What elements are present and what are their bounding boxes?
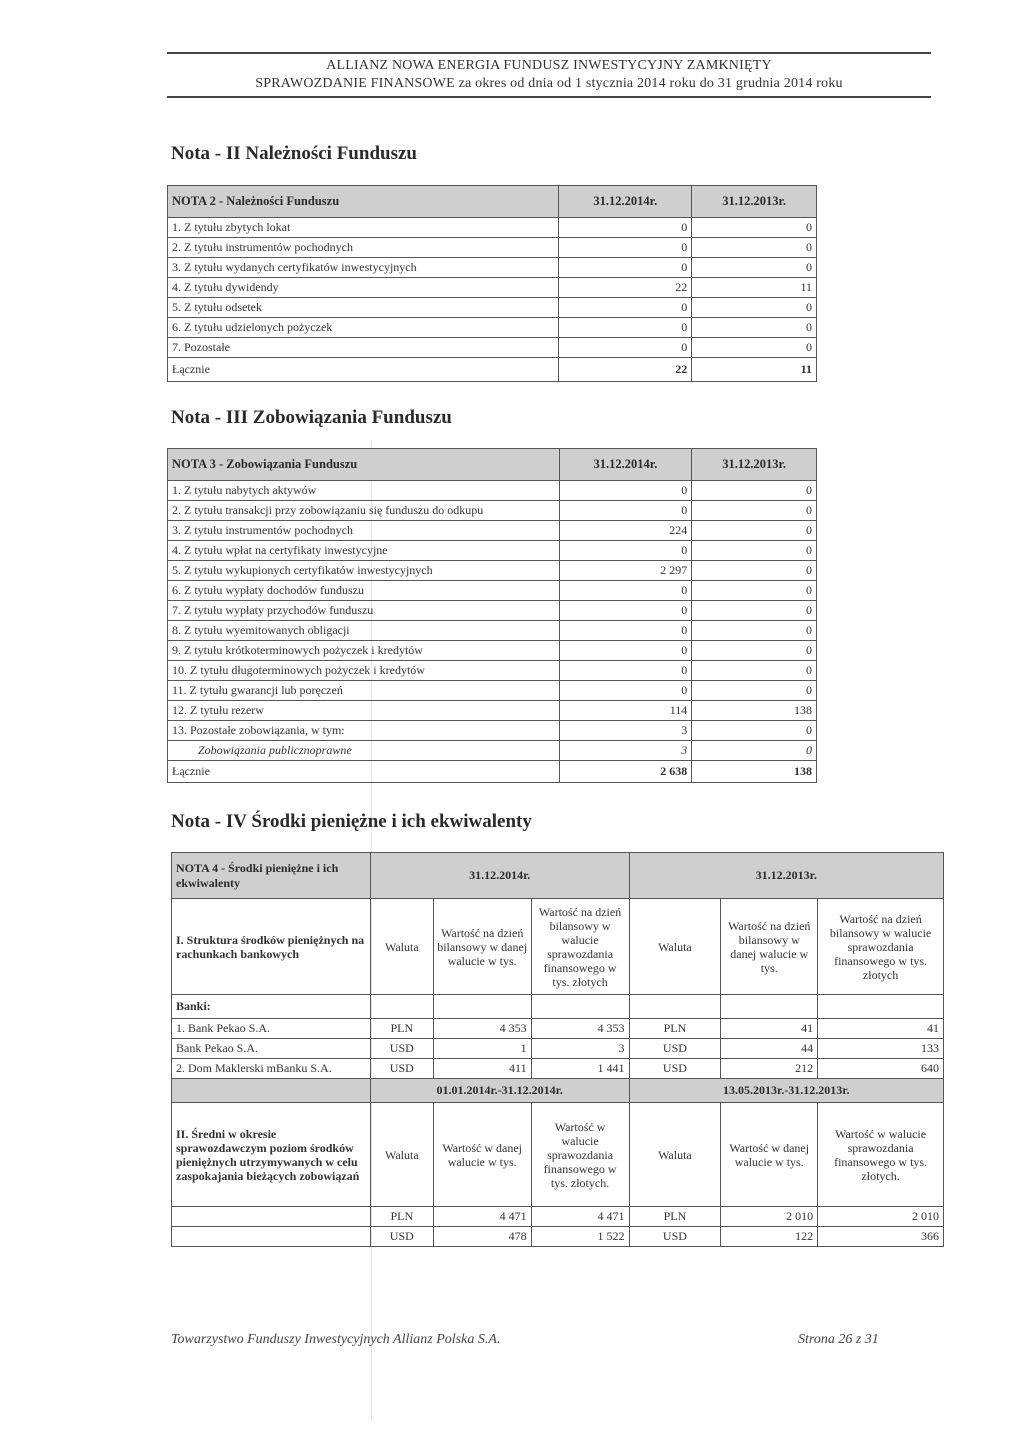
nota-4-bank-value: 411 [433,1059,531,1079]
footer-page-number: Strona 26 z 31 [798,1332,879,1347]
nota-3-row [168,541,817,561]
nota-4-s2-col-pln: Wartość w walucie sprawozdania finansowego w tys. złotych. [531,1103,629,1207]
nota-3-row-value-2014: 2 297 [559,561,692,581]
nota-4-bank-row [172,1059,944,1079]
nota-4-avg-value: 478 [433,1227,531,1247]
nota-2-head-2014: 31.12.2014r. [559,186,692,218]
nota-3-head-2013: 31.12.2013r. [692,449,817,481]
nota-2-row-label: 2. Z tytułu instrumentów pochodnych [168,238,559,258]
nota-2-row-value-2013: 0 [692,218,817,238]
nota-2-total-label: Łącznie [168,358,559,382]
nota-3-row-label: 1. Z tytułu nabytych aktywów [168,481,560,501]
nota-3-row-label: 3. Z tytułu instrumentów pochodnych [168,521,560,541]
nota-2-row-label: 6. Z tytułu udzielonych pożyczek [168,318,559,338]
nota-2-row-value-2013: 0 [692,298,817,318]
nota-3-row [168,521,817,541]
nota-4-col-waluta-2013: Waluta [629,899,721,995]
nota-2-row [168,318,817,338]
nota-3-row-value-2014: 0 [559,541,692,561]
nota-2-row [168,278,817,298]
nota-4-col-pln: Wartość na dzień bilansowy w walucie sprawozdania finansowego w tys. złotych [531,899,629,995]
nota-4-section2-label: II. Średni w okresie sprawozdawczym poziom środków pieniężnych utrzymywanych w celu zaspokajania bieżących zobowiązań [172,1103,371,1207]
nota-4-bank-currency: USD [370,1059,433,1079]
nota-4-s2-col-waluta: Waluta [370,1103,433,1207]
nota-4-bank-row [172,1039,944,1059]
nota-4-avg-value: 4 471 [433,1207,531,1227]
nota-2-row-label: 4. Z tytułu dywidendy [168,278,559,298]
nota-2-title: Nota - II Należności Funduszu [171,143,417,164]
nota-3-row [168,561,817,581]
nota-2-row-value-2014: 0 [559,298,692,318]
nota-4-bank-value-pln-2013: 640 [818,1059,944,1079]
nota-3-row-value-2014: 0 [559,601,692,621]
nota-4-col-waluta: Waluta [370,899,433,995]
nota-3-row-value-2013: 0 [692,641,817,661]
nota-3-row [168,721,817,741]
nota-4-section2-head [172,1103,944,1207]
nota-4-bank-row [172,1019,944,1039]
nota-3-row-value-2013: 0 [692,521,817,541]
nota-3-subrow-2013: 0 [692,741,817,761]
nota-3-row-value-2014: 0 [559,581,692,601]
nota-4-col-value: Wartość na dzień bilansowy w danej walucie w tys. [433,899,531,995]
nota-2-row [168,338,817,358]
nota-4-section1-label: I. Struktura środków pieniężnych na rachunkach bankowych [172,899,371,995]
nota-3-row [168,481,817,501]
nota-2-head-label: NOTA 2 - Należności Funduszu [168,186,559,218]
header-fund-name: ALLIANZ NOWA ENERGIA FUNDUSZ INWESTYCYJNY ZAMKNIĘTY [326,58,772,73]
nota-4-period-2014: 31.12.2014r. [370,853,629,899]
nota-3-row-value-2014: 224 [559,521,692,541]
nota-4-avg-row [172,1227,944,1247]
nota-2-row-label: 7. Pozostałe [168,338,559,358]
nota-3-head-label: NOTA 3 - Zobowiązania Funduszu [168,449,560,481]
nota-4-banks-label: Banki: [172,995,371,1019]
nota-3-row-value-2014: 0 [559,621,692,641]
nota-4-bank-value-pln-2013: 133 [818,1039,944,1059]
nota-2-row-value-2013: 0 [692,318,817,338]
nota-2-row-label: 3. Z tytułu wydanych certyfikatów inwestycyjnych [168,258,559,278]
nota-4-s2-col-waluta-2013: Waluta [629,1103,721,1207]
nota-3-subrow-2014: 3 [559,741,692,761]
nota-4-bank-currency-2013: USD [629,1059,721,1079]
header-report-period: SPRAWOZDANIE FINANSOWE za okres od dnia od 1 stycznia 2014 roku do 31 grudnia 2014 roku [255,76,843,91]
nota-3-row-label: 11. Z tytułu gwarancji lub poręczeń [168,681,560,701]
nota-2-row-value-2014: 22 [559,278,692,298]
nota-3-row [168,661,817,681]
nota-3-title: Nota - III Zobowiązania Funduszu [171,407,452,428]
nota-3-total-label: Łącznie [168,761,560,783]
nota-3-row-value-2013: 0 [692,621,817,641]
nota-4-bank-name: 2. Dom Maklerski mBanku S.A. [172,1059,371,1079]
nota-4-s2-col-pln-2013: Wartość w walucie sprawozdania finansowego w tys. złotych. [818,1103,944,1207]
nota-4-period-2013: 31.12.2013r. [629,853,943,899]
nota-3-row [168,681,817,701]
nota-4-avg-value-pln: 4 471 [531,1207,629,1227]
nota-4-bank-value-pln: 3 [531,1039,629,1059]
header-top-rule [167,52,931,54]
nota-2-head-2013: 31.12.2013r. [692,186,817,218]
nota-4-table [171,852,944,1247]
nota-3-total-2014: 2 638 [559,761,692,783]
nota-4-bank-value-2013: 44 [721,1039,818,1059]
nota-2-row-value-2014: 0 [559,238,692,258]
nota-4-avg-currency-2013: PLN [629,1207,721,1227]
nota-2-row-value-2014: 0 [559,218,692,238]
nota-2-row-label: 5. Z tytułu odsetek [168,298,559,318]
nota-3-row-value-2013: 0 [692,721,817,741]
nota-3-subrow-label: Zobowiązania publicznoprawne [168,741,560,761]
nota-4-bank-currency-2013: USD [629,1039,721,1059]
nota-3-row-value-2013: 0 [692,601,817,621]
nota-4-avg-row [172,1207,944,1227]
nota-3-row-value-2013: 0 [692,561,817,581]
nota-2-row-value-2013: 0 [692,258,817,278]
nota-4-avg-blank [172,1227,371,1247]
nota-3-row [168,701,817,721]
nota-2-row-value-2013: 0 [692,338,817,358]
nota-2-total-row [168,358,817,382]
nota-4-title: Nota - IV Środki pieniężne i ich ekwiwalenty [171,811,532,832]
nota-4-bank-currency: PLN [370,1019,433,1039]
nota-3-row-value-2013: 0 [692,681,817,701]
nota-4-bank-value: 1 [433,1039,531,1059]
nota-2-row [168,298,817,318]
nota-4-s2-col-value-2013: Wartość w danej walucie w tys. [721,1103,818,1207]
nota-4-avg-value-pln: 1 522 [531,1227,629,1247]
nota-2-total-2014: 22 [559,358,692,382]
nota-3-head-2014: 31.12.2014r. [559,449,692,481]
nota-2-row-value-2013: 0 [692,238,817,258]
footer-company: Towarzystwo Funduszy Inwestycyjnych Allianz Polska S.A. [171,1332,501,1347]
nota-3-row-label: 12. Z tytułu rezerw [168,701,560,721]
nota-3-row-value-2013: 0 [692,481,817,501]
nota-2-row-label: 1. Z tytułu zbytych lokat [168,218,559,238]
nota-4-bank-value-pln: 1 441 [531,1059,629,1079]
nota-3-total-row [168,761,817,783]
nota-3-row [168,641,817,661]
nota-4-period-2013-range: 13.05.2013r.-31.12.2013r. [629,1079,943,1103]
nota-3-row-value-2014: 114 [559,701,692,721]
nota-3-row-value-2013: 0 [692,501,817,521]
nota-4-bank-value: 4 353 [433,1019,531,1039]
nota-2-row-value-2013: 11 [692,278,817,298]
nota-3-row-label: 9. Z tytułu krótkoterminowych pożyczek i kredytów [168,641,560,661]
nota-4-avg-currency-2013: USD [629,1227,721,1247]
header-bottom-rule [167,96,931,98]
nota-3-row-value-2014: 0 [559,641,692,661]
nota-4-bank-value-pln-2013: 41 [818,1019,944,1039]
nota-3-subrow [168,741,817,761]
nota-4-avg-value-2013: 2 010 [721,1207,818,1227]
nota-4-bank-value-2013: 41 [721,1019,818,1039]
nota-3-row [168,621,817,641]
nota-4-bank-currency: USD [370,1039,433,1059]
nota-3-row-value-2014: 0 [559,481,692,501]
nota-3-row-value-2014: 0 [559,681,692,701]
nota-3-table [167,448,817,783]
nota-3-row-value-2013: 0 [692,661,817,681]
nota-3-row-value-2013: 138 [692,701,817,721]
nota-2-row-value-2014: 0 [559,318,692,338]
nota-4-bank-value-2013: 212 [721,1059,818,1079]
nota-4-avg-currency: USD [370,1227,433,1247]
nota-3-row-value-2013: 0 [692,541,817,561]
nota-4-avg-value-pln-2013: 366 [818,1227,944,1247]
nota-4-bank-currency-2013: PLN [629,1019,721,1039]
nota-2-row-value-2014: 0 [559,338,692,358]
nota-3-row-label: 8. Z tytułu wyemitowanych obligacji [168,621,560,641]
nota-4-s2-col-value: Wartość w danej walucie w tys. [433,1103,531,1207]
nota-3-row [168,501,817,521]
nota-4-avg-currency: PLN [370,1207,433,1227]
nota-3-row [168,601,817,621]
nota-4-col-value-2013: Wartość na dzień bilansowy w danej walucie w tys. [721,899,818,995]
nota-2-row [168,218,817,238]
nota-4-bank-name: 1. Bank Pekao S.A. [172,1019,371,1039]
nota-3-row [168,581,817,601]
nota-3-total-2013: 138 [692,761,817,783]
nota-4-period-2014-range: 01.01.2014r.-31.12.2014r. [370,1079,629,1103]
nota-3-row-label: 7. Z tytułu wypłaty przychodów funduszu [168,601,560,621]
nota-4-avg-value-2013: 122 [721,1227,818,1247]
nota-4-bank-name: Bank Pekao S.A. [172,1039,371,1059]
nota-3-row-value-2014: 3 [559,721,692,741]
nota-2-table [167,185,817,382]
nota-3-row-label: 5. Z tytułu wykupionych certyfikatów inwestycyjnych [168,561,560,581]
nota-3-row-label: 2. Z tytułu transakcji przy zobowiązaniu się funduszu do odkupu [168,501,560,521]
nota-2-row [168,258,817,278]
nota-2-row [168,238,817,258]
nota-3-row-value-2013: 0 [692,581,817,601]
nota-4-period-blank [172,1079,371,1103]
nota-3-row-label: 10. Z tytułu długoterminowych pożyczek i kredytów [168,661,560,681]
nota-3-row-label: 6. Z tytułu wypłaty dochodów funduszu [168,581,560,601]
nota-4-avg-blank [172,1207,371,1227]
nota-3-row-value-2014: 0 [559,501,692,521]
nota-3-row-label: 4. Z tytułu wpłat na certyfikaty inwestycyjne [168,541,560,561]
nota-3-row-label: 13. Pozostałe zobowiązania, w tym: [168,721,560,741]
nota-2-total-2013: 11 [692,358,817,382]
nota-4-head-label: NOTA 4 - Środki pieniężne i ich ekwiwalenty [172,853,371,899]
nota-4-period-row [172,1079,944,1103]
nota-4-bank-value-pln: 4 353 [531,1019,629,1039]
nota-2-row-value-2014: 0 [559,258,692,278]
nota-4-avg-value-pln-2013: 2 010 [818,1207,944,1227]
nota-4-col-pln-2013: Wartość na dzień bilansowy w walucie sprawozdania finansowego w tys. złotych [818,899,944,995]
nota-3-row-value-2014: 0 [559,661,692,681]
